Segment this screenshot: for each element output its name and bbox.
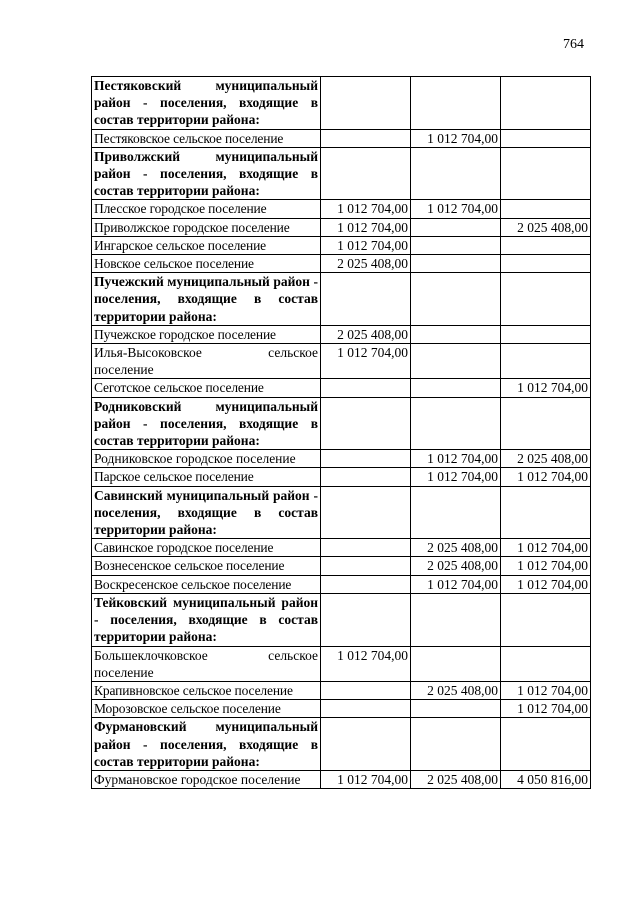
- settlement-row: [92, 681, 591, 699]
- amount-cell-col2: 2 025 408,00: [411, 681, 501, 699]
- amount-cell-col1: [321, 593, 411, 646]
- amount-cell-col2: [411, 236, 501, 254]
- amount-cell-col1: [321, 718, 411, 771]
- amount-cell-col1: [321, 77, 411, 130]
- amount-cell-col3: [501, 273, 591, 326]
- settlement-name-cell: Парское сельское поселение: [92, 468, 321, 486]
- settlement-row: [92, 468, 591, 486]
- amount-cell-col2: [411, 397, 501, 450]
- amount-cell-col1: [321, 129, 411, 147]
- district-name-cell: Родниковский муниципальный район - поселения, входящие в состав территории района:: [92, 397, 321, 450]
- amount-cell-col1: [321, 700, 411, 718]
- district-header-row: [92, 273, 591, 326]
- amount-cell-col2: [411, 718, 501, 771]
- amount-cell-col3: 1 012 704,00: [501, 681, 591, 699]
- amount-cell-col3: 1 012 704,00: [501, 539, 591, 557]
- amount-cell-col3: [501, 718, 591, 771]
- amount-cell-col2: [411, 218, 501, 236]
- amount-cell-col3: [501, 593, 591, 646]
- settlement-name-cell: Вознесенское сельское поселение: [92, 557, 321, 575]
- amount-cell-col2: 2 025 408,00: [411, 539, 501, 557]
- amount-cell-col2: 1 012 704,00: [411, 468, 501, 486]
- settlement-name-cell: Савинское городское поселение: [92, 539, 321, 557]
- settlement-name-cell: Плесское городское поселение: [92, 200, 321, 218]
- settlement-name-cell: Пучежское городское поселение: [92, 325, 321, 343]
- settlement-name-cell: Крапивновское сельское поселение: [92, 681, 321, 699]
- amount-cell-col3: [501, 397, 591, 450]
- amount-cell-col3: [501, 344, 591, 379]
- settlement-row: [92, 539, 591, 557]
- page-number: 764: [563, 37, 584, 52]
- amount-cell-col3: 2 025 408,00: [501, 450, 591, 468]
- table-body: [92, 77, 591, 789]
- amount-cell-col1: [321, 486, 411, 539]
- amount-cell-col1: [321, 379, 411, 397]
- amount-cell-col1: 1 012 704,00: [321, 770, 411, 788]
- amount-cell-col1: [321, 539, 411, 557]
- amount-cell-col1: [321, 557, 411, 575]
- amount-cell-col2: 1 012 704,00: [411, 200, 501, 218]
- amount-cell-col2: 2 025 408,00: [411, 557, 501, 575]
- amount-cell-col3: [501, 200, 591, 218]
- amount-cell-col1: [321, 147, 411, 200]
- settlement-name-cell: Пестяковское сельское поселение: [92, 129, 321, 147]
- settlement-row: [92, 200, 591, 218]
- settlement-row: [92, 770, 591, 788]
- district-header-row: [92, 77, 591, 130]
- amount-cell-col2: 1 012 704,00: [411, 129, 501, 147]
- amount-cell-col3: 2 025 408,00: [501, 218, 591, 236]
- amount-cell-col3: 1 012 704,00: [501, 379, 591, 397]
- amount-cell-col2: [411, 147, 501, 200]
- settlement-name-cell: Приволжское городское поселение: [92, 218, 321, 236]
- amount-cell-col1: [321, 273, 411, 326]
- amount-cell-col1: [321, 450, 411, 468]
- amount-cell-col3: [501, 255, 591, 273]
- settlement-row: [92, 646, 591, 681]
- amount-cell-col2: [411, 593, 501, 646]
- district-name-cell: Фурмановский муниципальный район - поселения, входящие в состав территории района:: [92, 718, 321, 771]
- amount-cell-col2: [411, 255, 501, 273]
- amount-cell-col3: 1 012 704,00: [501, 468, 591, 486]
- settlement-name-cell: Родниковское городское поселение: [92, 450, 321, 468]
- amount-cell-col1: 1 012 704,00: [321, 646, 411, 681]
- settlement-row: [92, 379, 591, 397]
- settlement-row: [92, 218, 591, 236]
- amount-cell-col1: 1 012 704,00: [321, 344, 411, 379]
- district-name-cell: Пучежский муниципальный район - поселения, входящие в состав территории района:: [92, 273, 321, 326]
- amount-cell-col2: [411, 700, 501, 718]
- amount-cell-col3: 1 012 704,00: [501, 700, 591, 718]
- settlement-row: [92, 575, 591, 593]
- amount-cell-col2: 2 025 408,00: [411, 770, 501, 788]
- amount-cell-col2: [411, 325, 501, 343]
- district-header-row: [92, 397, 591, 450]
- amount-cell-col2: 1 012 704,00: [411, 450, 501, 468]
- amount-cell-col2: [411, 273, 501, 326]
- district-name-cell: Тейковский муниципальный район - поселения, входящие в состав территории района:: [92, 593, 321, 646]
- amount-cell-col3: 4 050 816,00: [501, 770, 591, 788]
- amount-cell-col3: [501, 77, 591, 130]
- amount-cell-col1: 1 012 704,00: [321, 236, 411, 254]
- amount-cell-col1: [321, 681, 411, 699]
- amount-cell-col1: 2 025 408,00: [321, 255, 411, 273]
- amount-cell-col3: [501, 236, 591, 254]
- settlement-row: [92, 344, 591, 379]
- settlement-row: [92, 255, 591, 273]
- amount-cell-col3: [501, 129, 591, 147]
- amount-cell-col2: [411, 646, 501, 681]
- settlement-row: [92, 450, 591, 468]
- amount-cell-col2: [411, 486, 501, 539]
- settlement-name-cell: Фурмановское городское поселение: [92, 770, 321, 788]
- district-header-row: [92, 486, 591, 539]
- district-header-row: [92, 718, 591, 771]
- settlement-row: [92, 236, 591, 254]
- amount-cell-col1: 1 012 704,00: [321, 218, 411, 236]
- settlement-name-cell: Морозовское сельское поселение: [92, 700, 321, 718]
- amount-cell-col3: [501, 147, 591, 200]
- settlement-row: [92, 700, 591, 718]
- settlement-name-cell: Большеклочковское сельское поселение: [92, 646, 321, 681]
- amount-cell-col1: [321, 397, 411, 450]
- settlement-name-cell: Новское сельское поселение: [92, 255, 321, 273]
- settlement-row: [92, 325, 591, 343]
- district-header-row: [92, 593, 591, 646]
- district-name-cell: Приволжский муниципальный район - поселения, входящие в состав территории района:: [92, 147, 321, 200]
- district-name-cell: Пестяковский муниципальный район - поселения, входящие в состав территории района:: [92, 77, 321, 130]
- amount-cell-col3: 1 012 704,00: [501, 557, 591, 575]
- amount-cell-col1: 1 012 704,00: [321, 200, 411, 218]
- amount-cell-col2: [411, 344, 501, 379]
- settlement-name-cell: Илья-Высоковское сельское поселение: [92, 344, 321, 379]
- amount-cell-col3: 1 012 704,00: [501, 575, 591, 593]
- amount-cell-col1: 2 025 408,00: [321, 325, 411, 343]
- amount-cell-col3: [501, 325, 591, 343]
- district-name-cell: Савинский муниципальный район - поселения, входящие в состав территории района:: [92, 486, 321, 539]
- district-header-row: [92, 147, 591, 200]
- amount-cell-col3: [501, 486, 591, 539]
- amount-cell-col3: [501, 646, 591, 681]
- settlement-name-cell: Ингарское сельское поселение: [92, 236, 321, 254]
- settlement-row: [92, 557, 591, 575]
- amount-cell-col2: [411, 379, 501, 397]
- amount-cell-col2: 1 012 704,00: [411, 575, 501, 593]
- amount-cell-col1: [321, 468, 411, 486]
- allocation-table: [91, 76, 591, 789]
- settlement-name-cell: Сеготское сельское поселение: [92, 379, 321, 397]
- amount-cell-col1: [321, 575, 411, 593]
- amount-cell-col2: [411, 77, 501, 130]
- settlement-name-cell: Воскресенское сельское поселение: [92, 575, 321, 593]
- settlement-row: [92, 129, 591, 147]
